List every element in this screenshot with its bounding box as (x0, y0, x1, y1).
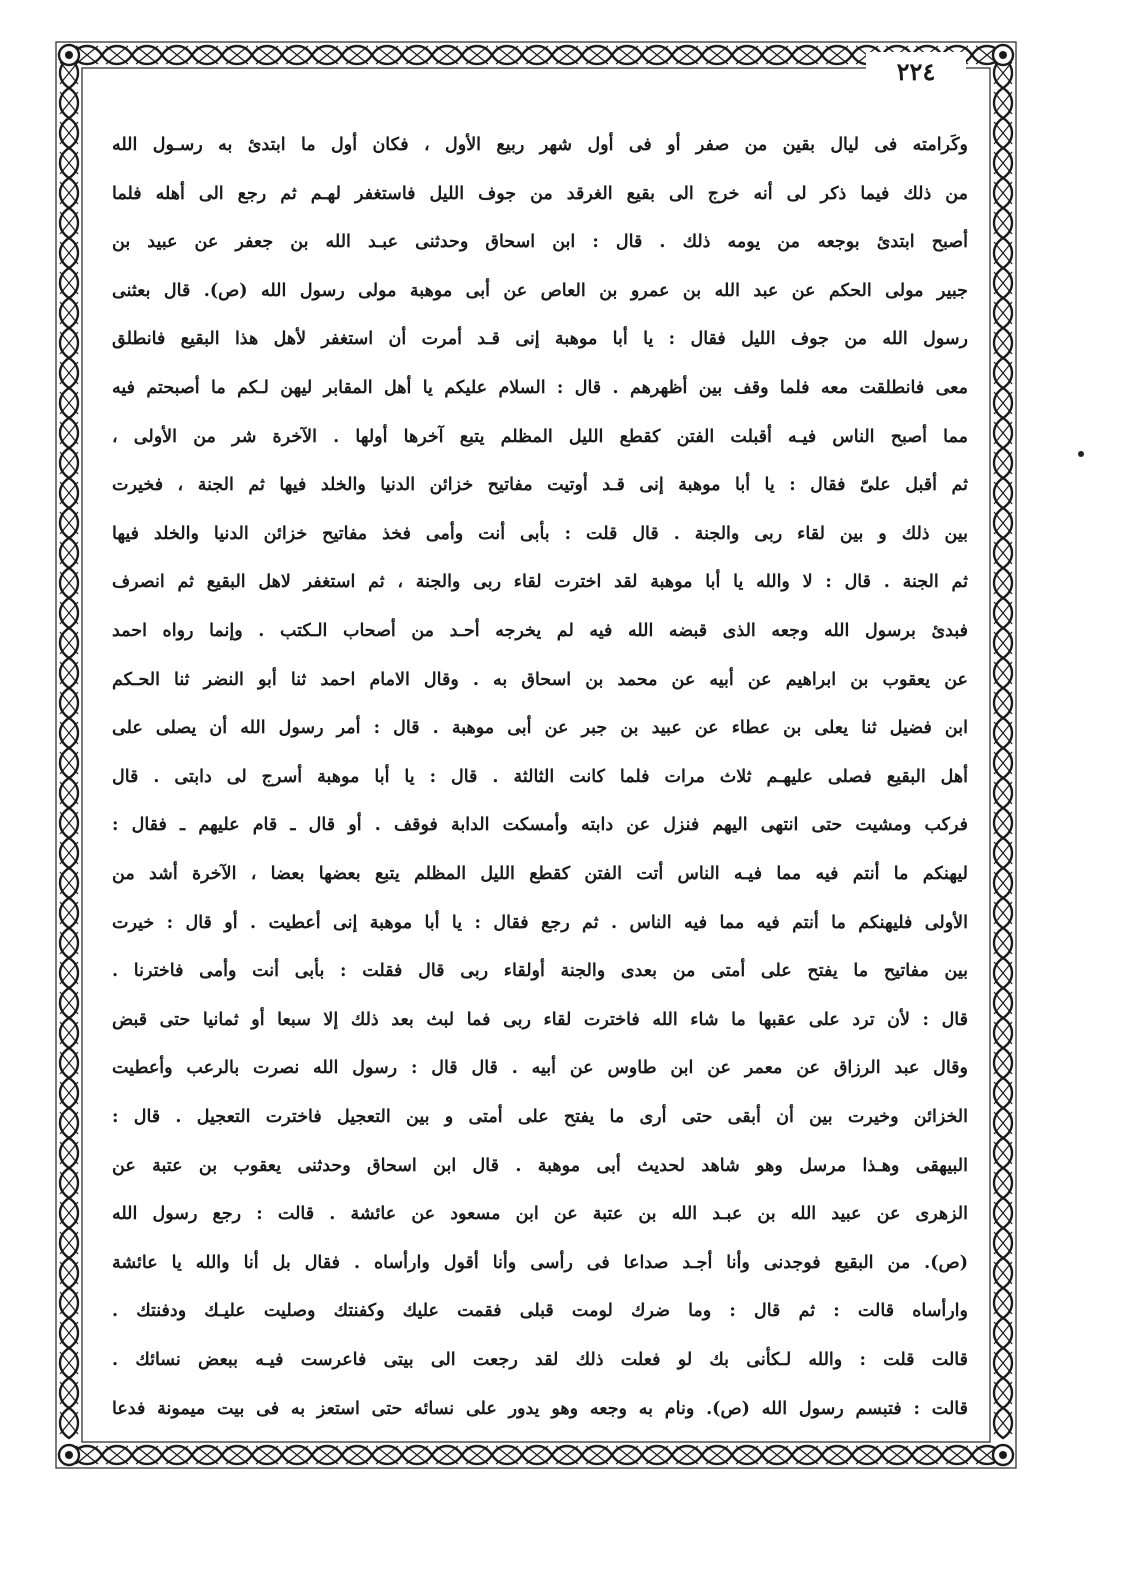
text-line: رسول الله من جوف الليل فقال : يا أبا موهبة إنى قـد أمرت أن استغفر لأهل هذا البقيع فانطلق (112, 329, 968, 350)
text-line: ليهنكم ما أنتم فيه مما فيـه الناس أتت الفتن كقطع الليل المظلم يتبع بعضها بعضا ، الآخرة أشد من (112, 864, 968, 884)
text-line: الخزائن وخيرت بين أن أبقى حتى أرى ما يفتح على أمتى و بين التعجيل فاخترت التعجيل . قال : (112, 1107, 968, 1127)
text-line: بين ذلك و بين لقاء ربى والجنة . قال قلت : بأبى أنت وأمى فخذ مفاتيح خزائن الدنيا والخلد فيها (112, 523, 968, 544)
text-line: ثم أقبل علىّ فقال : يا أبا موهبة إنى قـد أوتيت مفاتيح خزائن الدنيا والخلد فيها ثم الجنة ، فخيرت (112, 475, 968, 496)
text-line: فبدئ برسول الله وجعه الذى قبضه الله فيه لم يخرجه أحـد من أصحاب الـكتب . وإنما رواه احمد (112, 621, 968, 641)
text-line: البيهقى وهـذا مرسل وهو شاهد لحديث أبى موهبة . قال ابن اسحاق وحدثنى يعقوب بن عتبة عن (112, 1155, 968, 1176)
text-line: وارأساه قالت : ثم قال : وما ضرك لومت قبلى فقمت عليك وكفنتك وصليت عليـك ودفنتك . (112, 1301, 968, 1322)
text-line: أصبح ابتدئ بوجعه من يومه ذلك . قال : ابن اسحاق وحدثنى عبـد الله بن جعفر عن عبيد بن (112, 232, 968, 253)
scan-speck (1078, 451, 1084, 457)
text-line: الزهرى عن عبيد الله بن عبـد الله بن عتبة عن ابن مسعود عن عائشة . قالت : رجع رسول الله (112, 1204, 968, 1225)
page-number: ٢٢٤ (866, 52, 966, 92)
text-line: قالت : فتبسم رسول الله (ص). ونام به وجعه وهو يدور على نسائه حتى استعز به فى بيت ميمونة فدعا (112, 1398, 968, 1419)
text-line: فركب ومشيت حتى انتهى اليهم فنزل عن دابته وأمسكت الدابة فوقف . أو قال ـ قام عليهم ـ فقال : (112, 815, 968, 836)
text-line: وكَرامته فى ليال بقين من صفر أو فى أول شهر ربيع الأول ، فكان أول ما ابتدئ به رسـول الله (112, 135, 968, 155)
text-line: بين مفاتيح ما يفتح على أمتى من بعدى والجنة أولقاء ربى قال فقلت : بأبى أنت وأمى فاخترنا . (112, 961, 968, 982)
text-line: أهل البقيع فصلى عليهـم ثلاث مرات فلما كانت الثالثة . قال : يا أبا موهبة أسرج لى دابتى . قال (112, 766, 968, 787)
text-line: وقال عبد الرزاق عن معمر عن ابن طاوس عن أبيه . قال قال : رسول الله نصرت بالرعب وأعطيت (112, 1058, 968, 1079)
text-line: من ذلك فيما ذكر لى أنه خرج الى بقيع الغرقد من جوف الليل فاستغفر لهـم ثم رجع الى أهله فلما (112, 183, 968, 204)
arabic-text-block (112, 128, 968, 1438)
text-line: (ص). من البقيع فوجدنى وأنا أجـد صداعا فى رأسى وأنا أقول وارأساه . فقال بل أنا والله يا عائشة (112, 1252, 968, 1273)
text-line: الأولى فليهنكم ما أنتم فيه مما فيه الناس . ثم رجع فقال : يا أبا موهبة إنى أعطيت . أو قال : خيرت (112, 912, 968, 933)
text-line: قالت قلت : والله لـكأنى بك لو فعلت ذلك لقد رجعت الى بيتى فاعرست فيـه ببعض نسائك . (112, 1350, 968, 1370)
text-line: جبير مولى الحكم عن عبد الله بن عمرو بن العاص عن أبى موهبة مولى رسول الله (ص). قال بعثنى (112, 280, 968, 301)
text-line: قال : لأن ترد على عقبها ما شاء الله فاخترت لقاء ربى فما لبث بعد ذلك إلا سبعا أو ثمانيا حتى قبض (112, 1009, 968, 1030)
text-line: معى فانطلقت معه فلما وقف بين أظهرهم . قال : السلام عليكم يا أهل المقابر ليهن لـكم ما أصبحتم فيه (112, 378, 968, 398)
text-line: ابن فضيل ثنا يعلى بن عطاء عن عبيد بن جبر عن أبى موهبة . قال : أمر رسول الله أن يصلى على (112, 718, 968, 739)
text-line: مما أصبح الناس فيـه أقبلت الفتن كقطع الليل المظلم يتبع آخرها أولها . الآخرة شر من الأولى ، (112, 426, 968, 447)
text-line: ثم الجنة . قال : لا والله يا أبا موهبة لقد اخترت لقاء ربى والجنة ، ثم استغفر لاهل البقيع ثم انصرف (112, 572, 968, 593)
text-line: عن يعقوب بن ابراهيم عن أبيه عن محمد بن اسحاق به . وقال الامام احمد ثنا أبو النضر ثنا الحـكم (112, 669, 968, 690)
